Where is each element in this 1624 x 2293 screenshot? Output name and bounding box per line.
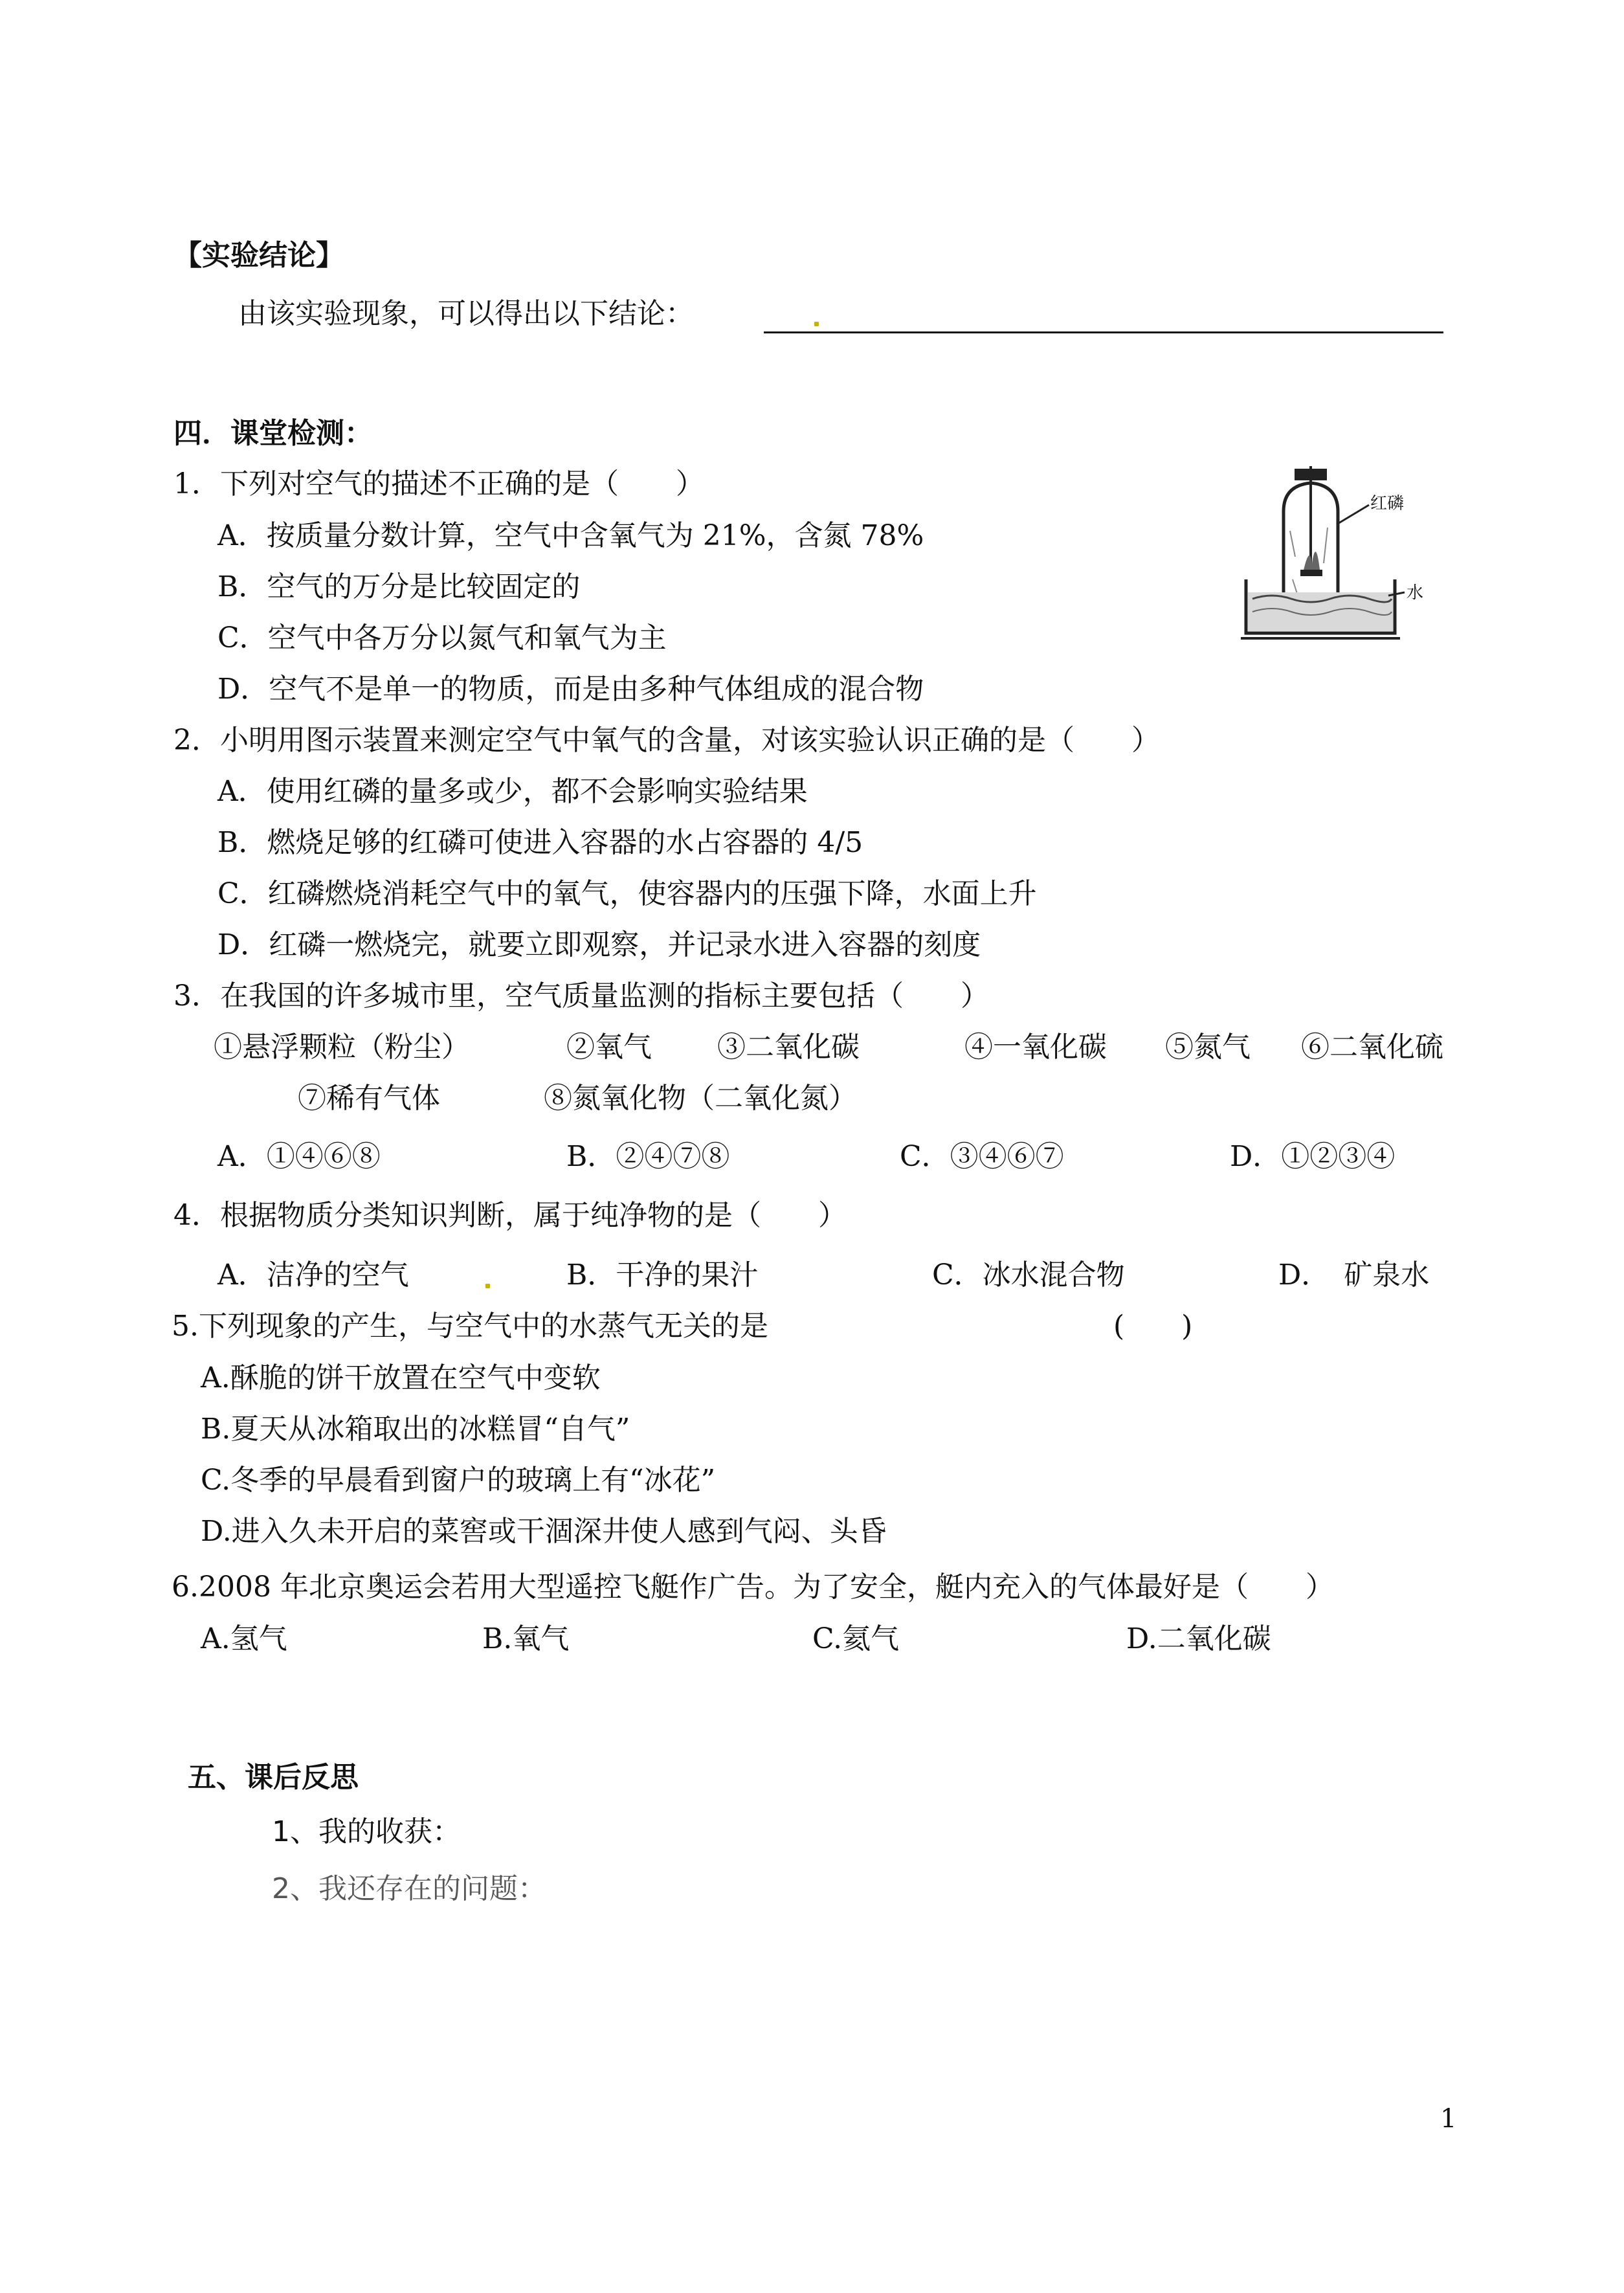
label-water: 水 xyxy=(1407,583,1424,603)
question-4-option-d: D． 矿泉水 xyxy=(1278,1258,1430,1292)
question-5-option-d: D.进入久未开启的菜窖或干涸深井使人感到气闷、头昏 xyxy=(201,1515,887,1548)
question-3-item: ③二氧化碳 xyxy=(717,1031,860,1064)
question-3-item: ⑧氮氧化物（二氧化氮） xyxy=(544,1082,857,1115)
question-2-option-d: D．红磷一燃烧完，就要立即观察，并记录水进入容器的刻度 xyxy=(217,928,981,961)
reflection-item-problems: 2、我还存在的问题： xyxy=(272,1872,546,1905)
section-heading-reflection: 五、课后反思 xyxy=(188,1761,359,1794)
question-4-option-b: B．干净的果汁 xyxy=(566,1258,759,1292)
question-6-option-a: A.氢气 xyxy=(201,1622,287,1655)
question-3-option-d: D．①②③④ xyxy=(1230,1140,1396,1173)
speck-mark xyxy=(814,322,819,326)
question-1-option-b: B．空气的万分是比较固定的 xyxy=(217,570,581,603)
label-red-phosphorus: 红磷 xyxy=(1370,494,1405,513)
question-6-option-b: B.氧气 xyxy=(482,1622,570,1655)
question-3-option-a: A．①④⑥⑧ xyxy=(217,1140,381,1173)
section-heading-conclusion: 【实验结论】 xyxy=(173,239,344,272)
question-4-option-a: A．洁净的空气 xyxy=(217,1258,409,1292)
question-3-item: ⑥二氧化硫 xyxy=(1301,1031,1443,1064)
question-2-option-a: A．使用红磷的量多或少，都不会影响实验结果 xyxy=(217,775,808,808)
question-3-item: ①悬浮颗粒（粉尘） xyxy=(214,1031,470,1064)
question-5-stem: 5.下列现象的产生，与空气中的水蒸气无关的是 xyxy=(172,1310,768,1343)
question-4-option-c: C．冰水混合物 xyxy=(932,1258,1125,1292)
question-5-answer-paren: ( ) xyxy=(1113,1310,1193,1343)
question-1-stem: 1．下列对空气的描述不正确的是（ ） xyxy=(173,467,704,500)
question-3-item: ④一氧化碳 xyxy=(964,1031,1107,1064)
reflection-item-gains: 1、我的收获： xyxy=(272,1815,461,1848)
question-5-option-a: A.酥脆的饼干放置在空气中变软 xyxy=(201,1361,601,1394)
question-3-option-b: B．②④⑦⑧ xyxy=(566,1140,730,1173)
question-3-stem: 3．在我国的许多城市里，空气质量监测的指标主要包括（ ） xyxy=(173,979,989,1012)
question-3-item: ⑤氮气 xyxy=(1165,1031,1251,1064)
question-3-option-c: C．③④⑥⑦ xyxy=(900,1140,1064,1173)
question-2-option-c: C．红磷燃烧消耗空气中的氧气，使容器内的压强下降，水面上升 xyxy=(217,877,1037,910)
question-1-option-c: C．空气中各万分以氮气和氧气为主 xyxy=(217,621,667,654)
question-2-option-b: B．燃烧足够的红磷可使进入容器的水占容器的 4/5 xyxy=(217,826,863,859)
page-number: 1 xyxy=(1440,2104,1457,2134)
speck-mark xyxy=(485,1284,490,1288)
question-2-stem: 2．小明用图示装置来测定空气中氧气的含量，对该实验认识正确的是（ ） xyxy=(173,724,1160,757)
question-1-option-a: A．按质量分数计算，空气中含氧气为 21%，含氮 78% xyxy=(217,519,924,552)
question-5-option-c: C.冬季的早晨看到窗户的玻璃上有“冰花” xyxy=(201,1464,716,1497)
question-5-option-b: B.夏天从冰箱取出的冰糕冒“自气” xyxy=(201,1413,630,1446)
conclusion-prompt: 由该实验现象，可以得出以下结论： xyxy=(238,297,694,330)
oxygen-measurement-apparatus-figure xyxy=(1233,466,1427,647)
question-6-option-d: D.二氧化碳 xyxy=(1126,1622,1271,1655)
conclusion-answer-blank[interactable] xyxy=(764,331,1443,333)
question-3-item: ②氧气 xyxy=(566,1031,652,1064)
question-6-option-c: C.氦气 xyxy=(812,1622,900,1655)
question-4-stem: 4．根据物质分类知识判断，属于纯净物的是（ ） xyxy=(173,1199,847,1232)
question-6-stem: 6.2008 年北京奥运会若用大型遥控飞艇作广告。为了安全，艇内充入的气体最好是（ ） xyxy=(172,1571,1334,1604)
question-1-option-d: D．空气不是单一的物质，而是由多种气体组成的混合物 xyxy=(217,673,924,706)
question-3-item: ⑦稀有气体 xyxy=(298,1082,440,1115)
section-heading-classroom-test: 四．课堂检测： xyxy=(173,417,373,450)
